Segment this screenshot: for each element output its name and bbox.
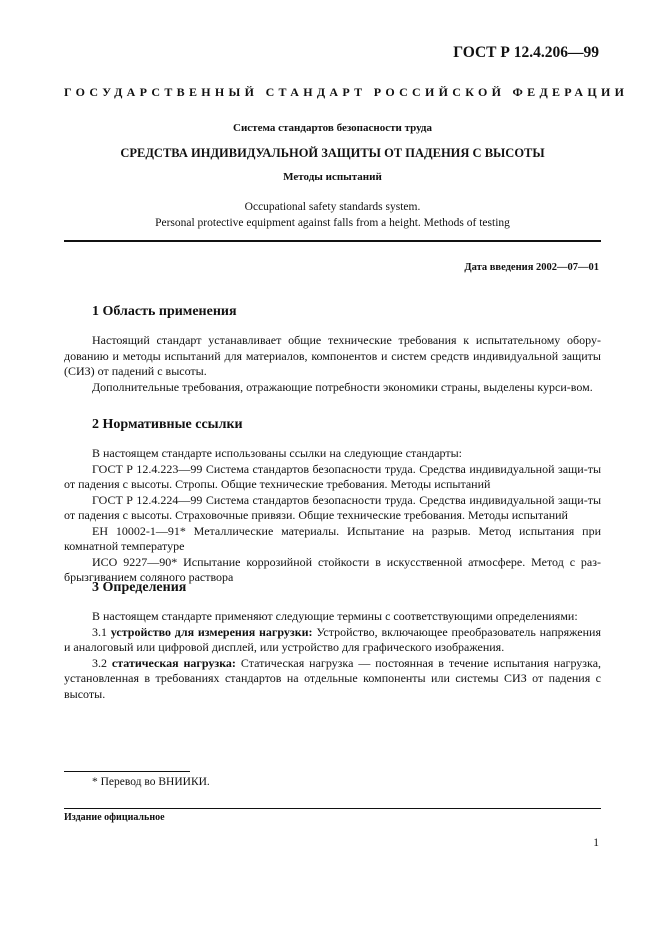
section-2-body <box>64 446 601 586</box>
gost-number: ГОСТ Р 12.4.206—99 <box>453 44 599 61</box>
section-1-body <box>64 333 601 395</box>
main-title: СРЕДСТВА ИНДИВИДУАЛЬНОЙ ЗАЩИТЫ ОТ ПАДЕНИЯ С ВЫСОТЫ <box>120 146 545 160</box>
definition-number: 3.2 <box>92 655 107 670</box>
system-title: Система стандартов безопасности труда <box>233 122 432 134</box>
edition-label: Издание официальное <box>64 812 165 823</box>
definition-term: статическая нагрузка: <box>111 655 236 670</box>
state-standard-title: ГОСУДАРСТВЕННЫЙ СТАНДАРТ РОССИЙСКОЙ ФЕДЕРАЦИИ <box>64 85 629 99</box>
paragraph: Дополнительные требования, отражающие потребности экономики страны, выделены курси-вом. <box>92 379 593 394</box>
reference-item: ГОСТ Р 12.4.224—99 Система стандартов безопасности труда. Средства индивидуальной защи-ты от падения с высоты. Страховочные привязи. Общие технические требования. Методы испытаний <box>64 492 601 522</box>
definition-item <box>64 625 601 656</box>
section-3-body <box>64 609 601 702</box>
reference-item: ИСО 9227—90* Испытание коррозийной стойкости в искусственной атмосфере. Метод с раз-брызгиванием соляного раствора <box>64 554 601 584</box>
footnote: * Перевод во ВНИИКИ. <box>92 776 210 788</box>
section-3-heading: 3 Определения <box>92 580 187 595</box>
section-2-heading: 2 Нормативные ссылки <box>92 417 243 432</box>
title-divider <box>64 240 601 242</box>
definition-number: 3.1 <box>92 624 107 639</box>
reference-item: ЕН 10002-1—91* Металлические материалы. Испытание на разрыв. Метод испытания при комнатной температуре <box>64 523 601 553</box>
english-title-line-1: Occupational safety standards system. <box>244 201 421 213</box>
english-title <box>64 199 601 231</box>
subtitle: Методы испытаний <box>283 171 382 183</box>
paragraph: Настоящий стандарт устанавливает общие технические требования к испытательному обору-дованию и методы испытаний для материалов, компонентов и систем средств индивидуальной защиты (СИЗ) от падений с высоты. <box>64 333 601 378</box>
definition-text: Статическая нагрузка — постоянная в течение испытания нагрузка, установленная в требованиях стандартов на отдельные компоненты или системы СИЗ от падения с высоты. <box>64 655 602 701</box>
footnote-divider <box>64 771 190 772</box>
definition-term: устройство для измерения нагрузки: <box>110 624 313 639</box>
definition-item <box>64 656 601 703</box>
introduction-date: Дата введения 2002—07—01 <box>464 262 599 273</box>
edition-divider <box>64 808 601 809</box>
definition-text: Устройство, включающее преобразователь напряжения и аналоговый или цифровой дисплей, или устройство для графического изображения. <box>64 624 601 654</box>
paragraph: В настоящем стандарте применяют следующие термины с соответствующими определениями: <box>92 609 578 623</box>
english-title-line-2: Personal protective equipment against falls from a height. Methods of testing <box>155 217 510 229</box>
reference-item: ГОСТ Р 12.4.223—99 Система стандартов безопасности труда. Средства индивидуальной защи-ты от падения с высоты. Стропы. Общие технические требования. Методы испытаний <box>64 461 601 491</box>
paragraph: В настоящем стандарте использованы ссылки на следующие стандарты: <box>92 446 463 460</box>
page-number: 1 <box>593 837 599 849</box>
section-1-heading: 1 Область применения <box>92 304 237 319</box>
